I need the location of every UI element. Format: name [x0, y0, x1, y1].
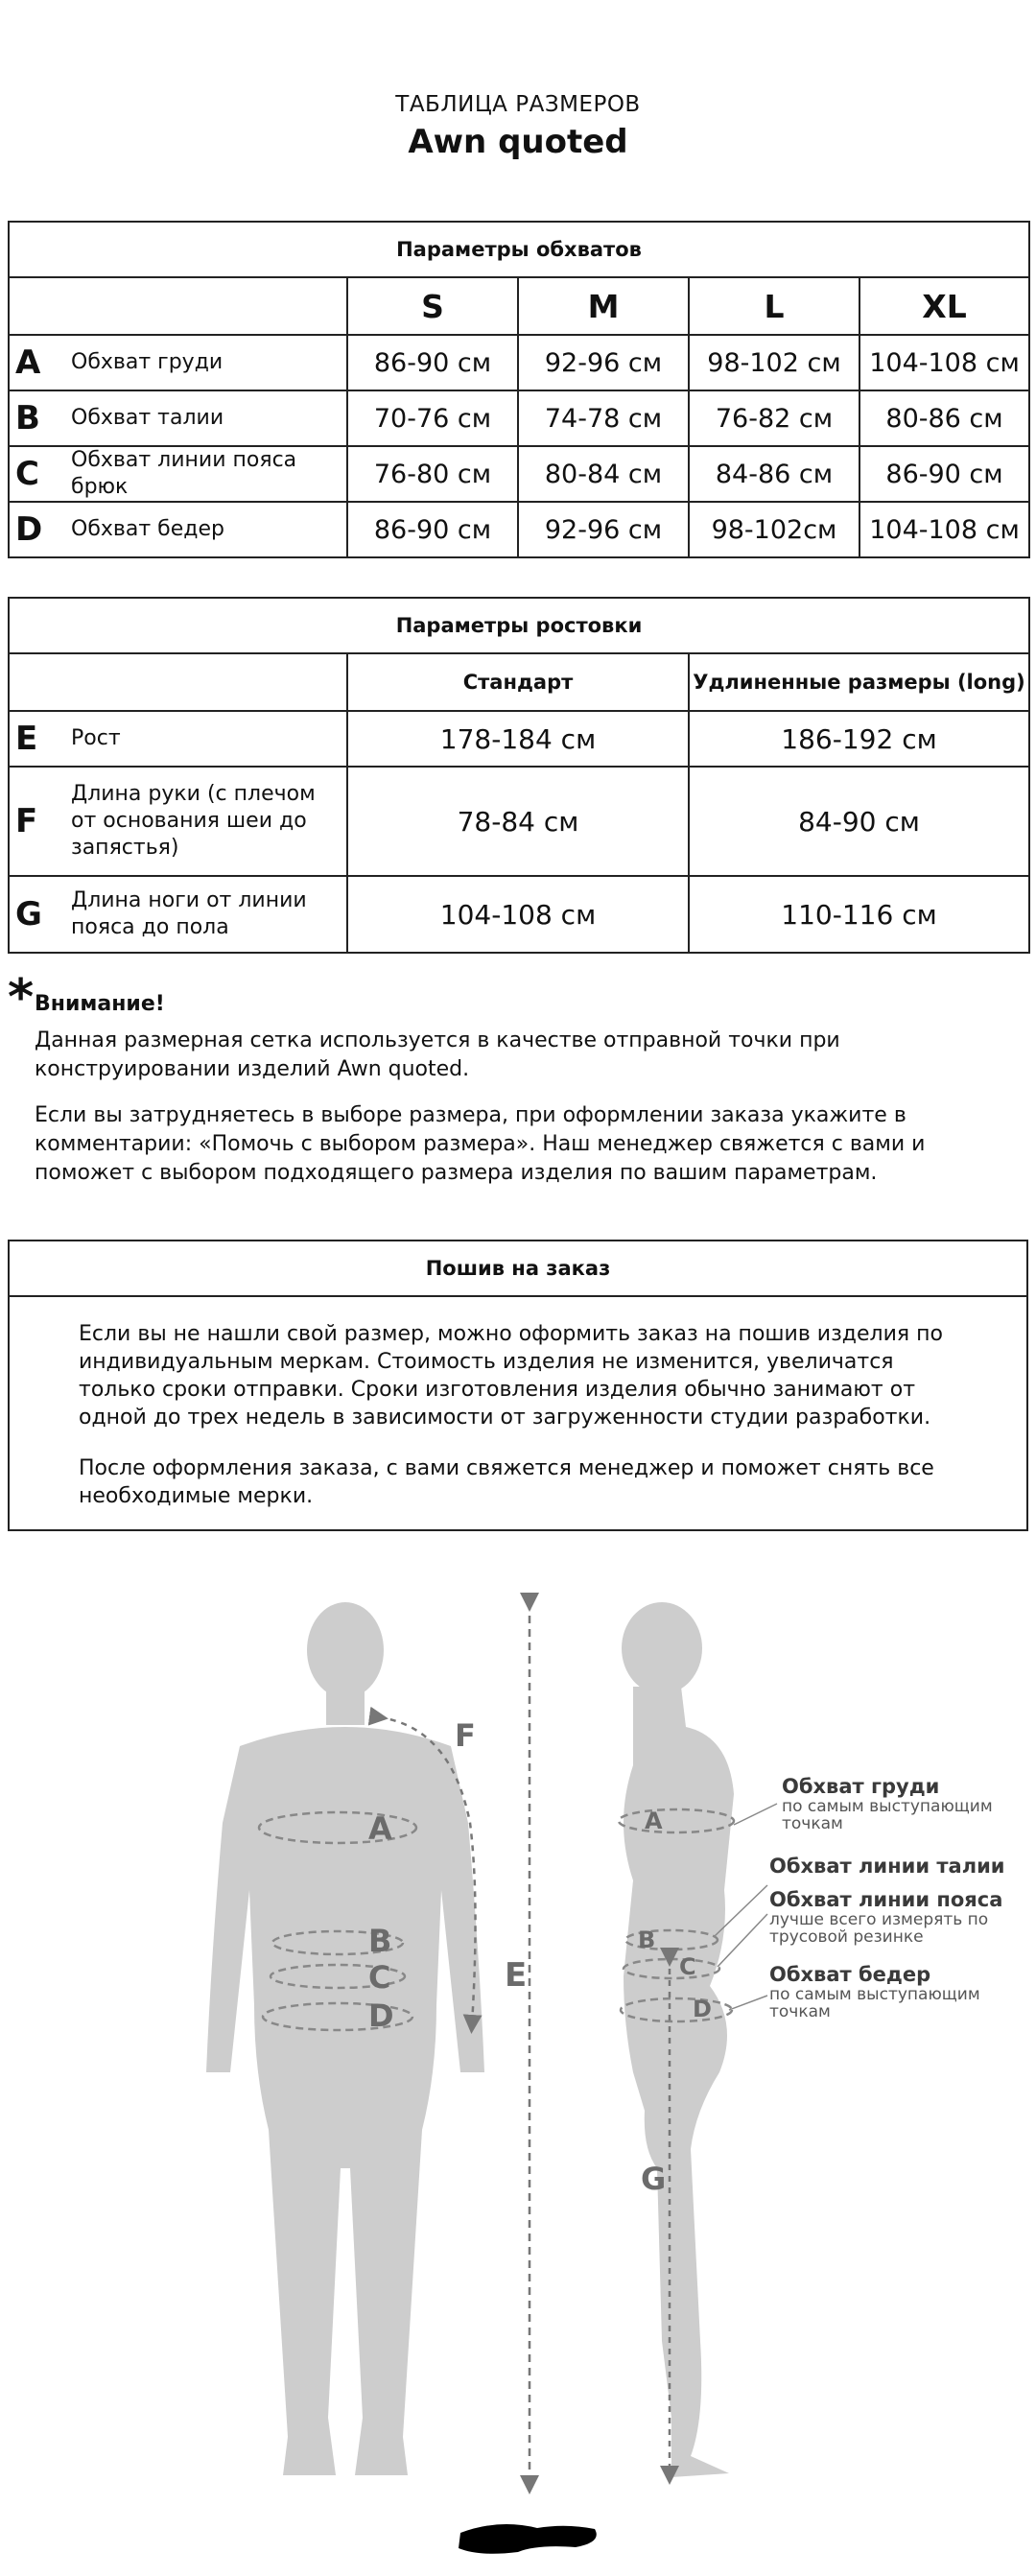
notice-paragraph: Если вы затрудняетесь в выборе размера, при оформлении заказа укажите в комментарии: «Помочь с выбором размера». Наш менеджер свяжется с вами и поможет с выбором подходящего размера изделия по вашим параметрам.	[35, 1103, 926, 1185]
annotation-hips	[769, 1963, 1028, 2021]
front-body-icon	[206, 1602, 484, 2475]
table-row	[9, 711, 1029, 767]
row-letter: E	[15, 720, 38, 758]
annotation-title: Обхват груди	[782, 1775, 940, 1798]
row-label: Обхват бедер	[71, 517, 224, 541]
shoe-icon	[459, 2524, 597, 2554]
annotation-subtitle: лучше всего измерять по трусовой резинке	[769, 1910, 989, 1947]
table-cell: 186-192 см	[689, 711, 1029, 767]
notice-paragraph: Данная размерная сетка используется в качестве отправной точки при конструировании изделий Awn quoted.	[35, 1028, 840, 1081]
annotation-subtitle: по самым выступающим точкам	[782, 1797, 993, 1833]
table-cell: 78-84 см	[347, 767, 689, 876]
table-cell: 92-96 см	[518, 502, 689, 557]
body-silhouettes	[0, 1573, 1036, 2572]
annotation-title: Обхват линии талии	[769, 1855, 1005, 1878]
measurement-figure	[0, 1573, 1036, 2572]
height-table-caption: Параметры ростовки	[9, 598, 1029, 653]
row-label: Обхват груди	[71, 350, 224, 374]
girth-table	[8, 221, 1030, 558]
table-cell: 104-108 см	[859, 502, 1029, 557]
figure-letter-g: G	[641, 2161, 667, 2197]
size-header-m: M	[518, 277, 689, 335]
row-label: Обхват талии	[71, 406, 224, 430]
figure-letter-b: B	[638, 1926, 656, 1953]
annotation-subtitle: по самым выступающим точкам	[769, 1985, 980, 2021]
row-letter: F	[15, 802, 38, 840]
annotation-waist	[769, 1855, 1028, 1878]
figure-letter-e: E	[505, 1956, 528, 1995]
table-row	[9, 876, 1029, 953]
height-table	[8, 597, 1030, 954]
table-row	[9, 335, 1029, 390]
page-subtitle: ТАБЛИЦА РАЗМЕРОВ	[395, 92, 641, 117]
table-cell: 74-78 см	[518, 390, 689, 446]
figure-letter-a: A	[645, 1808, 663, 1834]
table-row	[9, 767, 1029, 876]
figure-letter-f: F	[455, 1717, 476, 1754]
row-letter: G	[15, 895, 42, 934]
figure-letter-d: D	[368, 1997, 394, 2034]
table-cell: 98-102 см	[689, 335, 859, 390]
table-cell: 92-96 см	[518, 335, 689, 390]
asterisk-icon: *	[8, 969, 35, 1027]
table-cell: 86-90 см	[347, 335, 518, 390]
size-header-s: S	[347, 277, 518, 335]
empty-header-cell	[9, 653, 347, 711]
figure-letter-a: A	[368, 1810, 392, 1847]
annotation-chest	[782, 1775, 1031, 1832]
table-cell: 86-90 см	[859, 446, 1029, 502]
custom-tailoring-paragraph: После оформления заказа, с вами свяжется менеджер и поможет снять все необходимые мерки.	[79, 1456, 934, 1508]
table-row	[9, 390, 1029, 446]
annotation-title: Обхват линии пояса	[769, 1888, 1003, 1911]
table-cell: 86-90 см	[347, 502, 518, 557]
figure-letter-c: C	[679, 1953, 696, 1980]
table-row	[9, 446, 1029, 502]
table-cell: 110-116 см	[689, 876, 1029, 953]
custom-tailoring-caption: Пошив на заказ	[10, 1241, 1026, 1297]
row-label: Длина ноги от линии пояса до пола	[71, 888, 307, 939]
row-letter: C	[15, 455, 39, 493]
table-row	[9, 502, 1029, 557]
table-cell: 76-82 см	[689, 390, 859, 446]
girth-table-caption: Параметры обхватов	[9, 222, 1029, 277]
table-cell: 84-86 см	[689, 446, 859, 502]
custom-tailoring-box	[8, 1240, 1028, 1531]
page-title: Awn quoted	[408, 123, 628, 161]
figure-letter-b: B	[368, 1923, 392, 1959]
size-header-xl: XL	[859, 277, 1029, 335]
annotation-belt	[769, 1888, 1028, 1946]
row-letter: B	[15, 399, 40, 437]
annotation-title: Обхват бедер	[769, 1963, 931, 1986]
row-letter: A	[15, 343, 41, 382]
table-cell: 104-108 см	[347, 876, 689, 953]
figure-letter-c: C	[368, 1959, 391, 1996]
row-label: Обхват линии пояса брюк	[71, 448, 297, 499]
table-cell: 80-84 см	[518, 446, 689, 502]
table-cell: 80-86 см	[859, 390, 1029, 446]
column-header-long: Удлиненные размеры (long)	[689, 653, 1029, 711]
figure-letter-d: D	[693, 1996, 712, 2022]
table-cell: 70-76 см	[347, 390, 518, 446]
notice-heading: Внимание!	[35, 992, 165, 1016]
size-header-l: L	[689, 277, 859, 335]
row-letter: D	[15, 510, 43, 549]
table-cell: 76-80 см	[347, 446, 518, 502]
table-cell: 178-184 см	[347, 711, 689, 767]
custom-tailoring-paragraph: Если вы не нашли свой размер, можно оформить заказ на пошив изделия по индивидуальным меркам. Стоимость изделия не изменится, увеличатся только сроки отправки. Сроки изготовления изделия обычно занимают от одной до трех недель в зависимости от загруженности студии разработки.	[79, 1322, 943, 1430]
row-label: Рост	[71, 726, 121, 750]
table-cell: 98-102см	[689, 502, 859, 557]
side-body-icon	[622, 1602, 734, 2477]
empty-header-cell	[9, 277, 347, 335]
table-cell: 84-90 см	[689, 767, 1029, 876]
table-cell: 104-108 см	[859, 335, 1029, 390]
column-header-standard: Стандарт	[347, 653, 689, 711]
row-label: Длина руки (с плечом от основания шеи до запястья)	[71, 782, 316, 860]
